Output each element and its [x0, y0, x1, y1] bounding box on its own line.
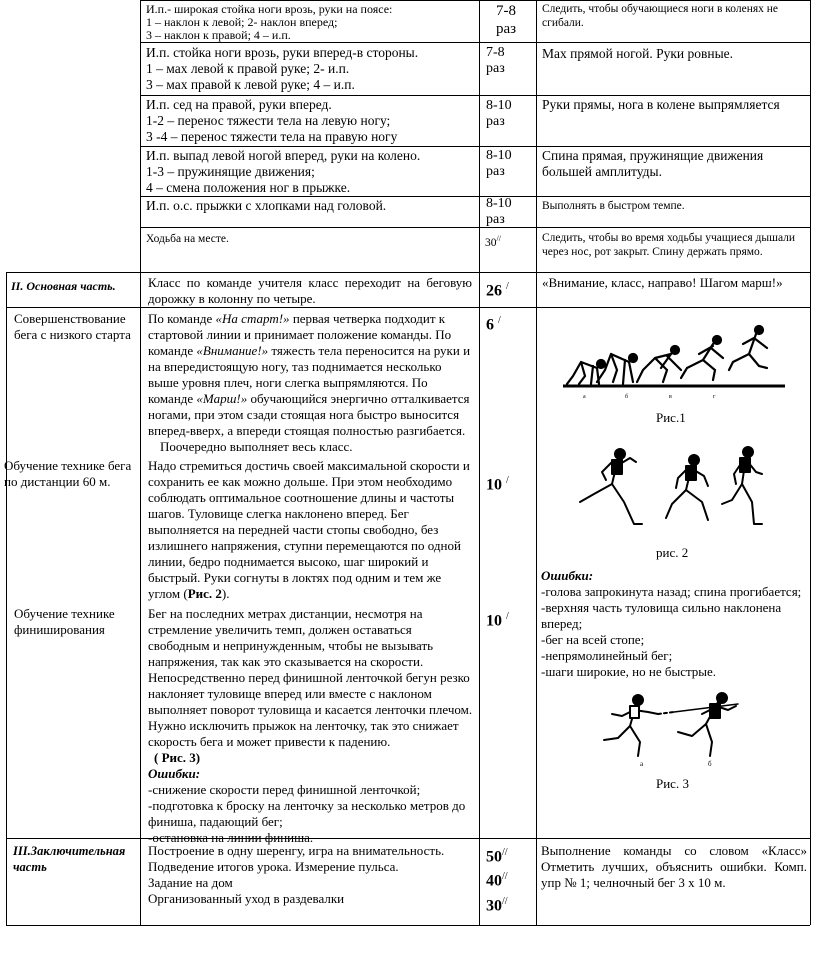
fig2-caption: рис. 2 — [656, 545, 689, 560]
finish-tape-figure — [598, 690, 748, 770]
exercise-6-note: Следить, чтобы во время ходьбы учащиеся дышали через нос, рот закрыт. Спину держать прямо. — [542, 232, 796, 258]
exercise-2-text: И.п. стойка ноги врозь, руки вперед-в стороны. 1 – мах левой к правой руке; 2- и.п. 3 – мах правой к левой руке; 4 – и.п. — [146, 45, 419, 92]
sprint-figure — [576, 444, 790, 530]
exercise-2-dose: 7-8 раз — [486, 45, 505, 76]
start-title: Совершенствование бега с низкого старта — [14, 311, 131, 342]
exercise-5-dose: 8-10 раз — [486, 196, 512, 227]
finish-title: Обучение технике финиширования — [14, 606, 115, 637]
exercise-4-text: И.п. выпад левой ногой вперед, руки на колено. 1-3 – пружинящие движения; 4 – смена положения ног в прыжке. — [146, 148, 421, 195]
main-part-note: «Внимание, класс, направо! Шагом марш!» — [542, 275, 783, 290]
main-part-dose: 26 / — [486, 281, 509, 300]
exercise-2-note: Мах прямой ногой. Руки ровные. — [542, 46, 734, 61]
fig3-letter-b: б — [708, 760, 712, 768]
low-start-figure — [563, 318, 785, 402]
exercise-6-dose: 30// — [485, 234, 501, 249]
start-text: По команде «На старт!» первая четверка подходит к стартовой линии и принимает положение команды. По команде «Внимание!» тяжесть тела переносится на руки и на впередистоящую ногу, таз поднимается несколько выше уровня плеч, ноги слегка выпрямляются. По команде «Марш!» обучающийся энергично отталкивается ногами, при этом сзади стоящая нога быстро выносится вперед-вверх, а впереди стоящая полностью разгибается. Поочередно выполняет весь класс. — [148, 311, 471, 454]
exercise-3-dose: 8-10 раз — [486, 98, 512, 129]
exercise-4-note: Спина прямая, пружинящие движения большей амплитуды. — [542, 148, 764, 179]
fig1-letter-b: б — [625, 394, 629, 400]
final-part-note: Выполнение команды со словом «Класс» Отметить лучших, объяснить ошибки. Комп. упр № 1; челночный бег 3 х 10 м. — [541, 843, 807, 890]
distance-text: Надо стремиться достичь своей максимальной скорости и сохранить ее как можно дольше. При этом необходимо соблюдать оптимальное соотношение длины и частоты шагов. Туловище слегка наклонено вперед. Бег выполняется на передней части стопы свободно, без излишнего напряжения, ступни перемещаются по одной линии, бедро поднимается высоко, шаг широкий и быстрый. Руки согнуты в локтях под одним и тем же углом (Рис. 2). — [148, 458, 470, 601]
fig1-caption: Рис.1 — [656, 410, 686, 425]
exercise-5-text: И.п. о.с. прыжки с хлопками над головой. — [146, 198, 387, 213]
main-part-content: Класс по команде учителя класс переходит на беговую дорожку в колонну по четыре. — [148, 275, 472, 306]
exercise-1-note: Следить, чтобы обучающиеся ноги в коленях не сгибали. — [542, 3, 779, 29]
final-part-content: Построение в одну шеренгу, игра на внимательность. Подведение итогов урока. Измерение пульса. Задание на дом Организованный уход в раздевалки — [148, 843, 445, 906]
fig1-letter-a: а — [583, 394, 586, 400]
exercise-1-dose: 7-8 раз — [496, 3, 517, 37]
start-dose: 6 / — [486, 315, 501, 334]
finish-text: Бег на последних метрах дистанции, несмотря на стремление увеличить темп, должен оставаться свободным и непринужденным, чтобы не вызывать напряжения, так как это сказывается на скорости. Непосредственно перед финишной ленточкой бегун резко наклоняет туловище вперед или вместе с наклоном выполняет поворот туловища и касается ленточки плечом. Нужно исключить прыжок на ленточку, так это снижает скорость бега и может привести к падению. ( Рис. 3) Ошибки: -снижение скорости перед финишной ленточкой; -подготовка к броску на ленточку за несколько метров до финиша, падающий бег; -остановка на линии финиша. — [148, 606, 473, 845]
fig3-caption: Рис. 3 — [656, 776, 689, 791]
distance-title: Обучение технике бега по дистанции 60 м. — [4, 458, 132, 489]
fig3-letter-a: а — [640, 760, 644, 768]
fig1-letter-c: в — [669, 394, 672, 400]
final-part-title: III.Заключительная часть — [13, 844, 126, 874]
exercise-3-text: И.п. сед на правой, руки вперед. 1-2 – перенос тяжести тела на левую ногу; 3 -4 – перенос тяжести тела на правую ногу — [146, 97, 398, 144]
exercise-3-note: Руки прямы, нога в колене выпрямляется — [542, 97, 780, 112]
final-part-doses: 50// 40// 30// — [486, 847, 508, 914]
finish-dose: 10 / — [486, 611, 509, 630]
distance-dose: 10 / — [486, 475, 509, 494]
exercise-1-text: И.п.- широкая стойка ноги врозь, руки на поясе: 1 – наклон к левой; 2- наклон вперед; 3 – наклон к правой; 4 – и.п. — [146, 2, 393, 42]
distance-errors: Ошибки: -голова запрокинута назад; спина прогибается; -верхняя часть туловища сильно наклонена вперед; -бег на всей стопе; -непрямолинейный бег; -шаги широкие, но не быстрые. — [541, 568, 802, 679]
exercise-6-text: Ходьба на месте. — [146, 233, 229, 245]
fig1-letter-d: г — [713, 394, 716, 400]
exercise-5-note: Выполнять в быстром темпе. — [542, 200, 685, 212]
exercise-4-dose: 8-10 раз — [486, 148, 512, 179]
main-part-title: II. Основная часть. — [11, 279, 116, 293]
